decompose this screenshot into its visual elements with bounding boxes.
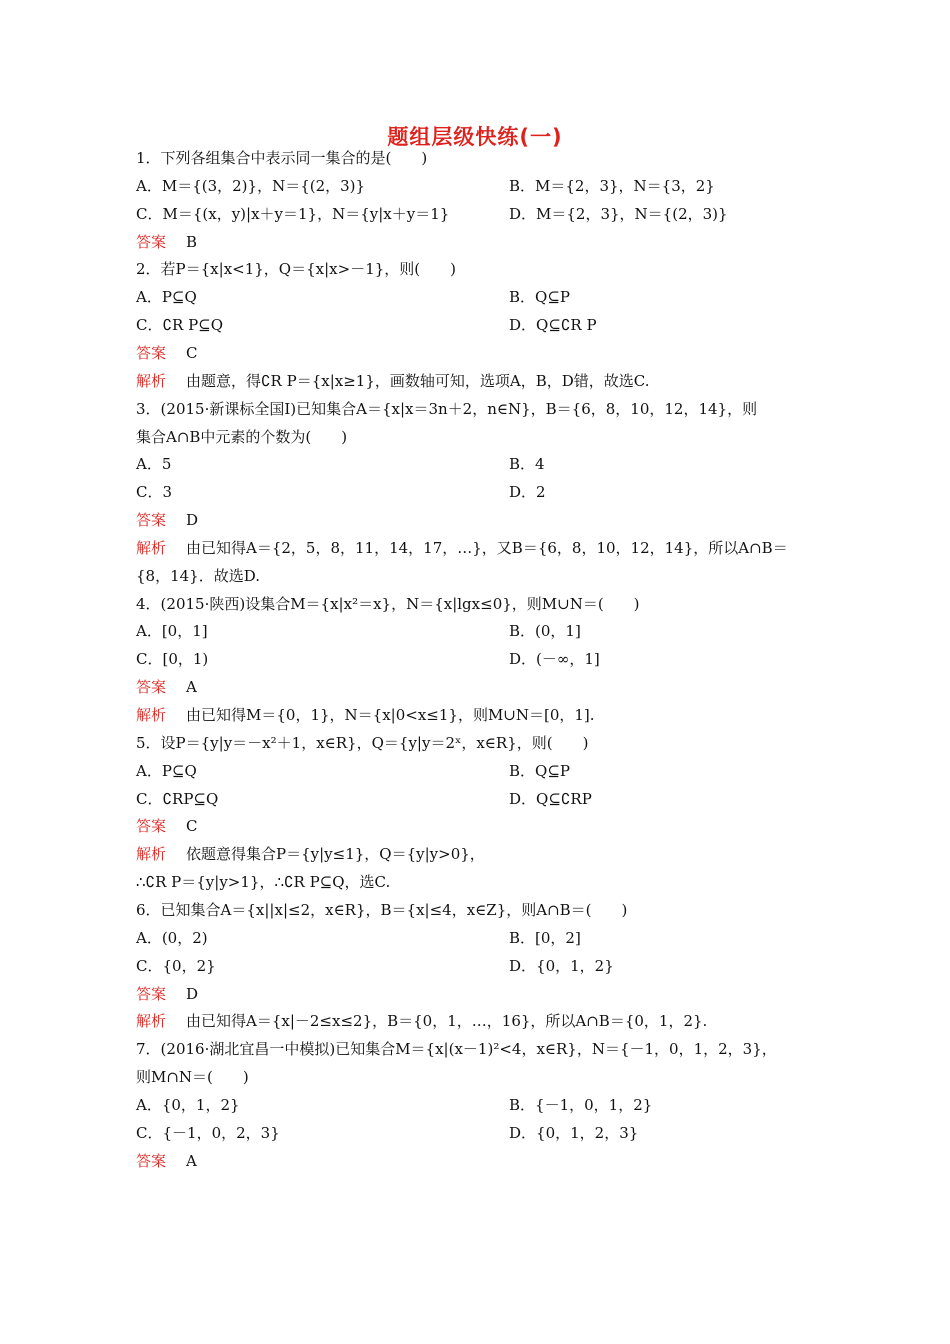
line-text: 则M∩N＝( )	[136, 1068, 249, 1086]
option-right: D．{0，1，2，3}	[509, 1124, 639, 1142]
text-line	[136, 538, 788, 558]
text-line	[136, 705, 595, 725]
text-line	[136, 566, 260, 586]
text-line	[136, 1067, 249, 1087]
line-text: C．{0，2}	[136, 957, 216, 975]
line-text: 3．(2015·新课标全国Ⅰ)已知集合A＝{x|x＝3n＋2，n∈N}，B＝{6，8，10，12，14}，则	[136, 400, 758, 418]
text-line	[136, 343, 197, 363]
line-text: A	[186, 678, 197, 696]
text-line	[136, 621, 208, 641]
text-line	[136, 427, 347, 447]
text-line	[136, 1039, 777, 1059]
line-text: A．(0，2)	[136, 929, 208, 947]
analysis-label: 解析	[136, 845, 167, 863]
line-text: 1．下列各组集合中表示同一集合的是( )	[136, 149, 428, 167]
text-line	[136, 677, 197, 697]
text-line	[136, 287, 197, 307]
line-text: A．P⊆Q	[136, 288, 197, 306]
line-text: D	[186, 511, 199, 529]
answer-label: 答案	[136, 985, 167, 1003]
text-line	[136, 789, 218, 809]
analysis-label: 解析	[136, 372, 167, 390]
text-line	[136, 733, 588, 753]
line-text: A．{0，1，2}	[136, 1096, 240, 1114]
text-line	[136, 315, 223, 335]
answer-label: 答案	[136, 344, 167, 362]
text-line	[136, 204, 449, 224]
text-line	[136, 649, 208, 669]
option-right: B．(0，1]	[509, 622, 581, 640]
text-line	[136, 816, 197, 836]
line-text: C	[186, 817, 198, 835]
line-text: A．[0，1]	[136, 622, 208, 640]
line-text: C．[0，1)	[136, 650, 209, 668]
text-line	[136, 371, 649, 391]
text-line	[136, 872, 390, 892]
option-right: B．{－1，0，1，2}	[509, 1096, 653, 1114]
line-text: C．∁R P⊆Q	[136, 316, 224, 334]
text-line	[136, 594, 640, 614]
answer-label: 答案	[136, 678, 167, 696]
text-line	[136, 399, 757, 419]
option-right: D．{0，1，2}	[509, 957, 614, 975]
text-line	[136, 232, 197, 252]
answer-label: 答案	[136, 511, 167, 529]
option-right: D．Q⊆∁RP	[509, 790, 592, 808]
line-text: 由题意，得∁R P＝{x|x≥1}，画数轴可知，选项A，B，D错，故选C.	[186, 372, 650, 390]
answer-label: 答案	[136, 817, 167, 835]
text-line	[136, 148, 427, 168]
line-text: A	[186, 1152, 197, 1170]
line-text: C．3	[136, 483, 173, 501]
line-text: 由已知得A＝{x|－2≤x≤2}，B＝{0，1，…，16}，所以A∩B＝{0，1，2}.	[186, 1012, 708, 1030]
line-text: ∴∁R P＝{y|y>1}，∴∁R P⊆Q，选C.	[136, 873, 391, 891]
text-line	[136, 259, 456, 279]
text-line	[136, 176, 365, 196]
option-right: D．(－∞，1]	[509, 650, 600, 668]
line-text: C	[186, 344, 198, 362]
text-line	[136, 510, 198, 530]
text-line	[136, 984, 198, 1004]
line-text: 集合A∩B中元素的个数为( )	[136, 428, 348, 446]
text-line	[136, 761, 197, 781]
analysis-label: 解析	[136, 706, 167, 724]
line-text: C．∁RP⊆Q	[136, 790, 219, 808]
line-text: C．{－1，0，2，3}	[136, 1124, 280, 1142]
text-line	[136, 928, 208, 948]
text-line	[136, 1151, 197, 1171]
answer-label: 答案	[136, 233, 167, 251]
text-line	[136, 1123, 280, 1143]
line-text: D	[186, 985, 199, 1003]
line-text: 6．已知集合A＝{x||x|≤2，x∈R}，B＝{x|≤4，x∈Z}，则A∩B＝( )	[136, 901, 628, 919]
option-right: B．M＝{2，3}，N＝{3，2}	[509, 177, 715, 195]
line-text: B	[186, 233, 198, 251]
text-line	[136, 482, 172, 502]
line-text: C．M＝{(x，y)|x＋y＝1}，N＝{y|x＋y＝1}	[136, 205, 450, 223]
text-line	[136, 454, 171, 474]
option-right: B．Q⊆P	[509, 762, 570, 780]
option-right: B．4	[509, 455, 545, 473]
line-text: 依题意得集合P＝{y|y≤1}，Q＝{y|y>0}，	[186, 845, 485, 863]
option-right: D．M＝{2，3}，N＝{(2，3)}	[509, 205, 728, 223]
option-right: D．2	[509, 483, 546, 501]
text-line	[136, 900, 627, 920]
line-text: A．5	[136, 455, 172, 473]
page-title: 题组层级快练(一)	[387, 125, 563, 149]
answer-label: 答案	[136, 1152, 167, 1170]
line-text: {8，14}．故选D.	[136, 567, 260, 585]
line-text: 由已知得M＝{0，1}，N＝{x|0<x≤1}，则M∪N＝[0，1].	[186, 706, 595, 724]
line-text: 2．若P＝{x|x<1}，Q＝{x|x>－1}，则( )	[136, 260, 456, 278]
line-text: A．M＝{(3，2)}，N＝{(2，3)}	[136, 177, 366, 195]
line-text: 7．(2016·湖北宜昌一中模拟)已知集合M＝{x|(x－1)²<4，x∈R}，N＝{－1，0，1，2，3}，	[136, 1040, 777, 1058]
text-line	[136, 956, 216, 976]
line-text: 5．设P＝{y|y＝－x²＋1，x∈R}，Q＝{y|y＝2ˣ，x∈R}，则( )	[136, 734, 589, 752]
line-text: A．P⊆Q	[136, 762, 197, 780]
text-line	[136, 1095, 240, 1115]
text-line	[136, 1011, 707, 1031]
option-right: B．Q⊆P	[509, 288, 570, 306]
text-line	[136, 844, 485, 864]
analysis-label: 解析	[136, 539, 167, 557]
option-right: B．[0，2]	[509, 929, 581, 947]
line-text: 由已知得A＝{2，5，8，11，14，17，…}，又B＝{6，8，10，12，14}，所以A∩B＝	[186, 539, 788, 557]
line-text: 4．(2015·陕西)设集合M＝{x|x²＝x}，N＝{x|lgx≤0}，则M∪N＝( )	[136, 595, 640, 613]
analysis-label: 解析	[136, 1012, 167, 1030]
option-right: D．Q⊆∁R P	[509, 316, 597, 334]
